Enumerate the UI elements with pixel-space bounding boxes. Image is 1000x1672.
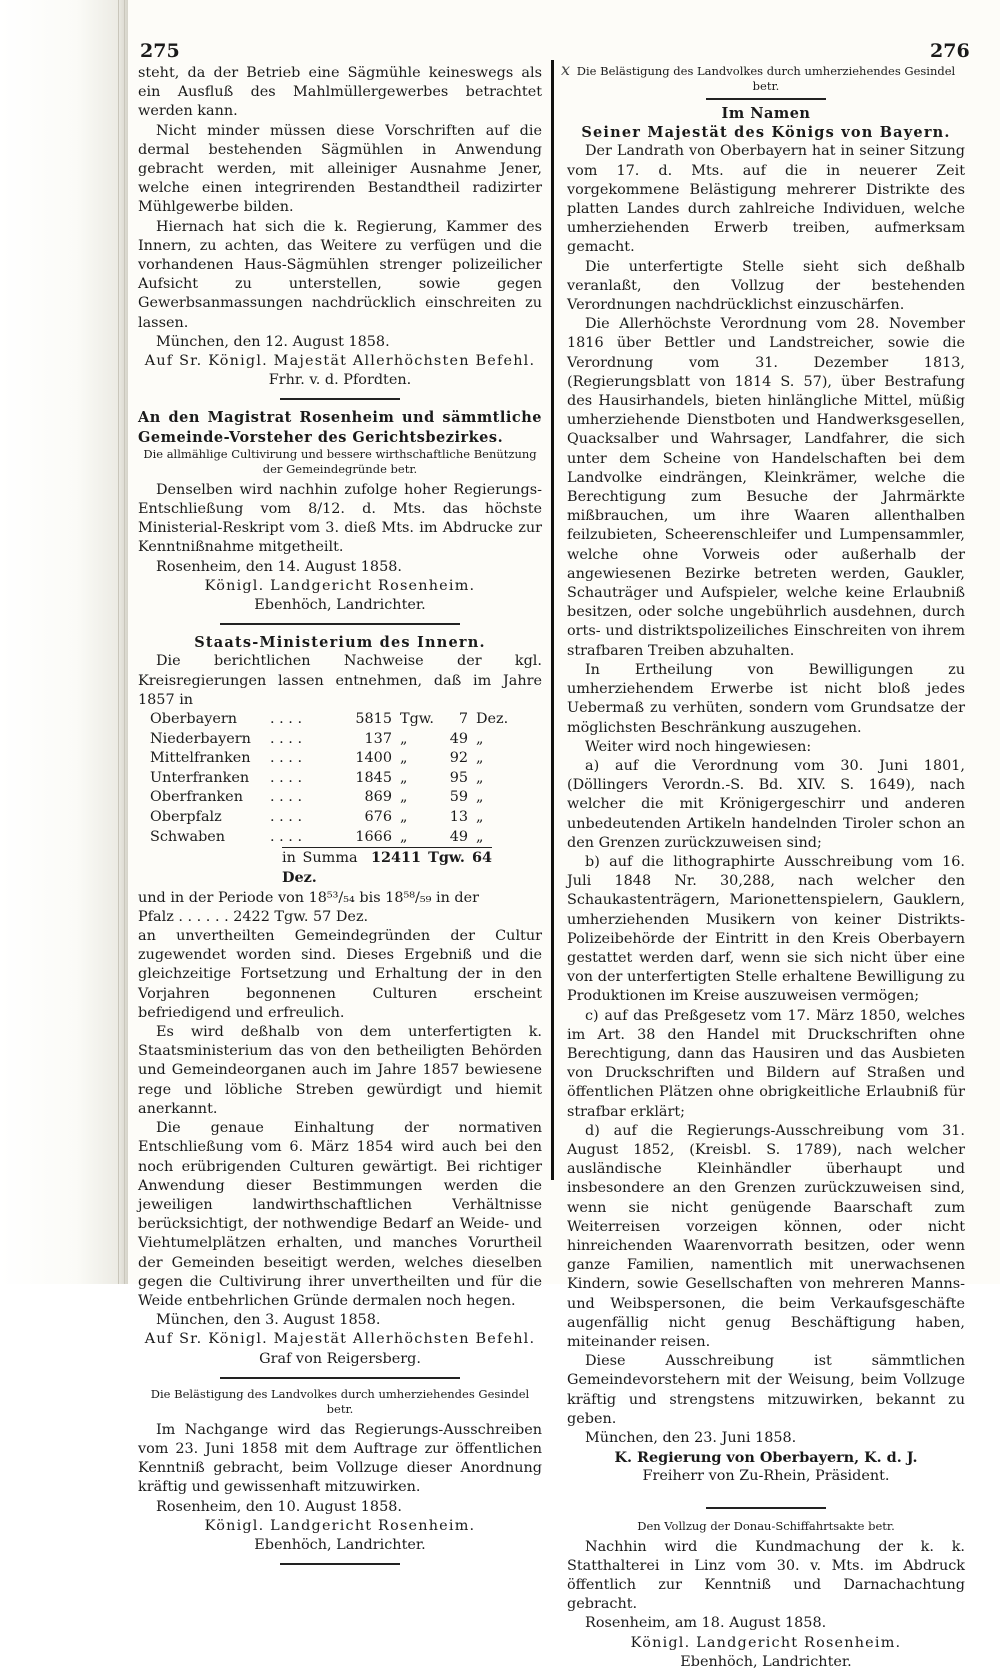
list-item: c) auf das Preßgesetz vom 17. März 1850, welches im Art. 38 den Handel mit Druckschriften ohne Berechtigung, dann das Hausiren und das Ausbieten von Druckschriften und Bildern auf Straßen und öffentlichen Plätzen ohne obrigkeitliche Erlaubniß für strafbar erklärt; — [567, 1007, 965, 1120]
table-row — [146, 749, 512, 769]
table-row — [146, 788, 512, 808]
page-number-left: 275 — [140, 40, 180, 62]
region-name: Oberpfalz — [150, 809, 222, 826]
decimal-unit: „ — [476, 730, 484, 747]
separator — [280, 1563, 400, 1565]
table-row — [146, 730, 512, 750]
paragraph: Die genaue Einhaltung der normativen Entschließung vom 6. März 1854 wird auch bei den noch erübrigenden Culturen gewärtigt. Bei richtiger Anwendung dieser Bestimmungen werden die jeweiligen landwirthschaftlichen Verhältnisse berücksichtigt, der nothwendige Bedarf an Weide- und Viehtumelplätzen erhalten, und manches Vorurtheil der Gemeinden beseitigt werden, welches dieselben gegen die Cultivirung ihrer unvertheilten und für die Weide entbehrlichen Gründe dermalen noch hegen. — [138, 1120, 542, 1309]
section-subject: Die allmählige Cultivirung und bessere wirthschaftliche Benützung der Gemeindegründe betr. — [143, 446, 537, 476]
sum-label: in Summa — [282, 850, 358, 867]
court-name: Königl. Landgericht Rosenheim. — [204, 577, 476, 594]
signature: Ebenhöch, Landrichter. — [254, 1536, 426, 1553]
list-item: b) auf die lithographirte Ausschreibung vom 16. Juli 1848 Nr. 30,288, nach welcher den Schaukastenträgern, Marionettenspielern, Gauklern, umherziehenden Musikern von keiner Distrikts-Polizeibehörde der Eintritt in den Kreis Oberbayern gestattet werden darf, wenn sie sich nicht über eine von der unterfertigten Stelle erhaltene Bewilligung zu Produktionen im Kreise auszuweisen vermögen; — [567, 853, 965, 1005]
sum-line — [282, 847, 492, 888]
acreage-value: 5815 — [355, 711, 392, 728]
section-heading: An den Magistrat Rosenheim und sämmtliche Gemeinde-Vorsteher des Gerichtsbezirkes. — [138, 409, 542, 446]
margin-pencil-mark: x — [561, 60, 571, 79]
paragraph: Die unterfertigte Stelle sieht sich deßhalb veranlaßt, den Vollzug der bestehenden Verordnungen nachdrücklichst einzuschärfen. — [567, 258, 965, 314]
acreage-value: 137 — [364, 730, 392, 747]
region-table — [146, 710, 512, 847]
column-divider — [551, 60, 554, 1180]
signature: Freiherr von Zu-Rhein, Präsident. — [642, 1468, 890, 1485]
order-line: Auf Sr. Königl. Majestät Allerhöchsten Befehl. — [144, 353, 536, 370]
table-row — [146, 828, 512, 848]
section-subject: Den Vollzug der Donau-Schiffahrtsakte betr. — [637, 1518, 895, 1533]
region-name: Mittelfranken — [150, 750, 251, 767]
pfalz-line: Pfalz . . . . . . 2422 Tgw. 57 Dez. — [138, 908, 369, 925]
signature: Ebenhöch, Landrichter. — [680, 1653, 852, 1670]
paragraph: Hiernach hat sich die k. Regierung, Kammer des Innern, zu achten, das Weitere zu verfügen und die vorhandenen Haus-Sägmühlen strenger polizeilicher Aufsicht zu unterstellen, sowie gegen Gewerbsanmassungen nachdrücklich einschreiten zu lassen. — [138, 218, 542, 331]
decimal-value: 49 — [449, 730, 468, 747]
acreage-unit: „ — [400, 730, 408, 747]
paragraph: Nicht minder müssen diese Vorschriften auf die dermal bestehenden Sägmühlen in Anwendung gebracht werden, mit alleiniger Ausnahme Jener, welche einen integrirenden Bestandtheil radizirter Mühlgewerbe bilden. — [138, 122, 542, 216]
list-item: a) auf die Verordnung vom 30. Juni 1801, (Döllingers Verordn.-S. Bd. XIV. S. 1649), nach welcher die mit Krönigergeschirr und anderen unbedeutenden Artikeln handelnden Tiroler schon an den Grenzen zurückzuweisen sind; — [567, 757, 965, 851]
section-heading: Staats-Ministerium des Innern. — [194, 634, 486, 652]
left-column — [138, 64, 542, 1573]
paragraph: Die Allerhöchste Verordnung vom 28. November 1816 über Bettler und Landstreicher, sowie die Verordnung vom 31. Dezember 1813, (Regierungsblatt von 1814 S. 57), über Bestrafung des Hausirhandels, bieten hinlängliche Mittel, müßig umherziehende Dienstboten und Handwerksgesellen, Quacksalber und Wahrsager, Landfahrer, die sich unter dem Scheine von Handelschaften bei dem Landvolke eindrängen, Kleinkrämer, welche die Berechtigung zum Besuche der Jahrmärkte mißbrauchen, um ihre Waaren allenthalben feilzubieten, Scheerenschleifer und Lumpensammler, welche ohne Vorweis oder außerhalb der angewiesenen Bezirke betreten werden, Gaukler, Schauträger und Aufspieler, welche keine Erlaubniß besitzen, oder solche ungebührlich ausdehnen, durch orts- und distriktspolizeiliches Einschreiten von ihrem strafbaren Treiben abzuhalten. — [567, 316, 965, 659]
paragraph: Nachhin wird die Kundmachung der k. k. Statthalterei in Linz vom 30. v. Mts. im Abdruck öffentlich zur Kenntniß und Darnachachtung gebracht. — [567, 1538, 965, 1613]
leader-dots: . . . . — [270, 809, 303, 826]
date-line: München, den 3. August 1858. — [156, 1312, 381, 1329]
paragraph: Der Landrath von Oberbayern hat in seiner Sitzung vom 17. d. Mts. auf die in neuerer Zeit vorgekommene Belästigung mehrerer Distrikte des platten Landes durch zahlreiche Individuen, welche umherziehenden Erwerb treiben, aufmerksam gemacht. — [567, 143, 965, 256]
decimal-value: 49 — [449, 828, 468, 845]
period-line: und in der Periode von 18⁵³/₅₄ bis 18⁵⁸/₅₉ in der — [138, 889, 480, 906]
leader-dots: . . . . — [270, 769, 303, 786]
decimal-unit: „ — [476, 809, 484, 826]
court-name: Königl. Landgericht Rosenheim. — [204, 1517, 476, 1534]
separator — [220, 1377, 460, 1379]
sum-value: 12411 Tgw. 64 Dez. — [282, 849, 492, 887]
region-name: Oberbayern — [150, 711, 237, 728]
decimal-unit: „ — [476, 789, 484, 806]
order-line: Auf Sr. Königl. Majestät Allerhöchsten Befehl. — [144, 1331, 536, 1348]
region-name: Niederbayern — [150, 730, 251, 747]
paragraph: Diese Ausschreibung ist sämmtlichen Gemeindevorstehern mit der Weisung, beim Vollzuge kräftig und strengstens mitzuwirken, bekannt zu geben. — [567, 1353, 965, 1427]
leader-dots: . . . . — [270, 730, 303, 747]
acreage-unit: „ — [400, 828, 408, 845]
acreage-value: 1666 — [355, 828, 392, 845]
decimal-unit: „ — [476, 750, 484, 767]
leader-dots: . . . . — [270, 750, 303, 767]
paragraph: steht, da der Betrieb eine Sägmühle keineswegs als ein Ausfluß des Mahlmüllergewerbes betrachtet werden kann. — [138, 65, 542, 120]
paragraph: Die berichtlichen Nachweise der kgl. Kreisregierungen lassen entnehmen, daß im Jahre 1857 in — [138, 653, 542, 708]
separator — [706, 1507, 826, 1509]
list-item: d) auf die Regierungs-Ausschreibung vom 31. August 1852, (Kreisbl. S. 1789), nach welcher ausländische Kleinhändler überhaupt und insbesondere an den Grenzen zurückzuweisen sind, wenn sie nicht genügende Baarschaft zum Weiterreisen vorzeigen können, oder nicht hinreichenden Waarenvorrath besitzen, oder wenn ganze Familien, namentlich mit unerwachsenen Kindern, sowie Gesellschaften von mehreren Manns- und Weibspersonen, die beim Verkaufsgeschäfte augenfällig nicht genug Beschäftigung haben, miteinander reisen. — [567, 1122, 965, 1350]
acreage-unit: „ — [400, 750, 408, 767]
acreage-value: 869 — [364, 789, 392, 806]
signature: Ebenhöch, Landrichter. — [254, 597, 426, 614]
separator — [220, 623, 460, 625]
leader-dots: . . . . — [270, 789, 303, 806]
date-line: Rosenheim, den 10. August 1858. — [156, 1498, 402, 1515]
acreage-unit: „ — [400, 789, 408, 806]
date-line: Rosenheim, den 14. August 1858. — [156, 558, 402, 575]
separator — [280, 398, 400, 400]
section-heading: Im Namen — [721, 105, 811, 122]
decimal-value: 95 — [449, 769, 468, 786]
table-row — [146, 769, 512, 789]
region-name: Schwaben — [150, 828, 226, 845]
paragraph: Im Nachgange wird das Regierungs-Ausschreiben vom 23. Juni 1858 mit dem Auftrage zur öffentlichen Kenntniß gebracht, beim Vollzuge dieser Anordnung kräftig und gewissenhaft mitzuwirken. — [138, 1421, 542, 1496]
date-line: Rosenheim, am 18. August 1858. — [585, 1615, 827, 1632]
table-row — [146, 710, 512, 730]
decimal-value: 92 — [449, 750, 468, 767]
section-subject: Die Belästigung des Landvolkes durch umherziehendes Gesindel betr. — [150, 1386, 530, 1416]
acreage-unit: Tgw. — [400, 711, 434, 728]
acreage-unit: „ — [400, 769, 408, 786]
paragraph: Denselben wird nachhin zufolge hoher Regierungs-Entschließung vom 8/12. d. Mts. das höchste Ministerial-Reskript vom 3. dieß Mts. im Abdrucke zur Kenntnißnahme mitgetheilt. — [138, 481, 542, 556]
region-name: Unterfranken — [150, 769, 250, 786]
decimal-unit: „ — [476, 828, 484, 845]
decimal-unit: „ — [476, 769, 484, 786]
leader-dots: . . . . — [270, 711, 303, 728]
government-name: K. Regierung von Oberbayern, K. d. J. — [614, 1449, 918, 1467]
table-row — [146, 808, 512, 828]
decimal-value: 7 — [458, 711, 468, 728]
section-subject: Die Belästigung des Landvolkes durch umherziehendes Gesindel betr. — [576, 64, 956, 93]
paragraph: In Ertheilung von Bewilligungen zu umherziehendem Erwerbe ist nicht bloß jedes Uebermaß zu verhüten, sondern vom Grundsatze der möglichsten Beschränkung auszugehen. — [567, 661, 965, 736]
book-binding-gutter — [0, 0, 128, 1284]
court-name: Königl. Landgericht Rosenheim. — [630, 1634, 902, 1651]
date-line: München, den 12. August 1858. — [156, 333, 390, 350]
acreage-value: 676 — [364, 809, 392, 826]
gutter-edge-line — [118, 0, 119, 1284]
right-column — [567, 64, 965, 1672]
acreage-value: 1400 — [355, 750, 392, 767]
signature: Frhr. v. d. Pfordten. — [268, 372, 412, 389]
decimal-unit: Dez. — [476, 711, 509, 728]
paragraph: Es wird deßhalb von dem unterfertigten k. Staatsministerium das von den betheiligten Behörden und Gemeindeorganen auch im Jahre 1857 bewiesene rege und löbliche Streben gewürdigt und hiemit anerkannt. — [138, 1024, 542, 1117]
acreage-unit: „ — [400, 809, 408, 826]
decimal-value: 13 — [449, 809, 468, 826]
decimal-value: 59 — [449, 789, 468, 806]
acreage-value: 1845 — [355, 769, 392, 786]
date-line: München, den 23. Juni 1858. — [585, 1430, 797, 1447]
page-number-right: 276 — [930, 40, 970, 62]
leader-dots: . . . . — [270, 828, 303, 845]
paragraph: Weiter wird noch hingewiesen: — [585, 738, 812, 755]
paragraph: an unvertheilten Gemeindegründen der Cultur zugewendet worden sind. Dieses Ergebniß und die gleichzeitige Fortsetzung und Erhaltung der in den Vorjahren begonnenen Culturen erscheint befriedigend und erfreulich. — [138, 928, 542, 1021]
separator — [706, 98, 826, 100]
section-heading: Seiner Majestät des Königs von Bayern. — [581, 124, 951, 142]
signature: Graf von Reigersberg. — [259, 1350, 421, 1367]
region-name: Oberfranken — [150, 789, 243, 806]
gutter-edge-line — [124, 0, 125, 1284]
